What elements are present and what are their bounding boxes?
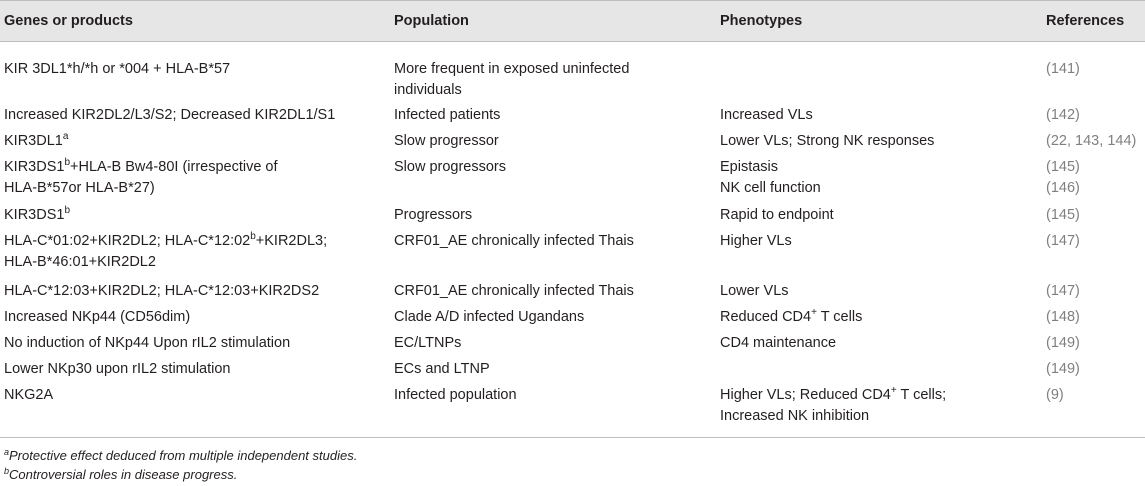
footnote-mark: b	[250, 231, 256, 242]
table-row-phenotypes: Rapid to endpoint	[720, 207, 834, 223]
table-row-population: EC/LTNPs	[394, 335, 462, 351]
reference-link[interactable]: 144	[1107, 133, 1132, 149]
table-row-phenotypes: Higher VLs	[720, 233, 792, 249]
reference-link[interactable]: 142	[1050, 107, 1076, 123]
reference-link[interactable]: 148	[1050, 309, 1076, 325]
table-row-population: Infected population	[394, 387, 517, 403]
table-row-population: Slow progressor	[394, 133, 499, 149]
table-row-phenotypes: Reduced CD4+ T cells	[720, 307, 863, 325]
header-population: Population	[394, 13, 469, 29]
footnote-mark: b	[64, 205, 71, 216]
table-row-references: (9)	[1046, 387, 1064, 403]
table-row-phenotypes: Increased VLs	[720, 107, 813, 123]
table-row-references: (22, 143, 144)	[1046, 133, 1137, 149]
reference-link[interactable]: 143	[1075, 133, 1100, 149]
table-row-references: (147)	[1046, 283, 1080, 299]
table-row-population: CRF01_AE chronically infected Thais	[394, 283, 634, 299]
reference-link[interactable]: 9	[1050, 387, 1059, 403]
table-row-phenotypes: Epistasis NK cell function	[720, 159, 821, 196]
table-row-phenotypes: Lower VLs; Strong NK responses	[720, 133, 935, 149]
reference-link[interactable]: 149	[1050, 335, 1076, 351]
reference-link[interactable]: 147	[1050, 233, 1076, 249]
table-row-references: (147)	[1046, 233, 1080, 249]
table-row-references: (149)	[1046, 335, 1080, 351]
table-row-genes: HLA-C*01:02+KIR2DL2; HLA-$C*12:02^b+KIR2DL3$; HLA-B*46:01+KIR2DL2	[4, 231, 328, 270]
reference-link[interactable]: 147	[1050, 283, 1076, 299]
table-row-references: (145)	[1046, 207, 1080, 223]
reference-link[interactable]: 145	[1050, 207, 1076, 223]
table-row-references: (145) (146)	[1046, 159, 1080, 196]
table-row-population: Progressors	[394, 207, 473, 223]
reference-link[interactable]: 145	[1050, 159, 1076, 175]
footnote-b: $^b$Controversial roles in disease progress.	[4, 466, 238, 482]
table-row-population: Infected patients	[394, 107, 501, 123]
table-header-row	[0, 0, 1145, 42]
reference-link[interactable]: 141	[1050, 61, 1076, 77]
footnote-a: $^a$Protective effect deduced from multiple independent studies.	[4, 447, 358, 463]
table-row-genes: NKG2A	[4, 387, 54, 403]
table-row-genes: $KIR3DS1^b+HLA-B$ Bw4-80I (irrespective of HLA-B*57or HLA-B*27)	[4, 157, 278, 196]
table-row-population: Slow progressors	[394, 159, 507, 175]
header-genes: Genes or products	[4, 13, 133, 29]
table-row-genes: Increased KIR2DL2/L3/S2; Decreased KIR2DL1/S1	[4, 107, 336, 123]
table-row-population: Clade A/D infected Ugandans	[394, 309, 585, 325]
header-phenotypes: Phenotypes	[720, 13, 803, 29]
table-row-population: CRF01_AE chronically infected Thais	[394, 233, 634, 249]
table-row-references: (149)	[1046, 361, 1080, 377]
reference-link[interactable]: 146	[1050, 180, 1076, 196]
table-row-references: (148)	[1046, 309, 1080, 325]
table-bottom-rule	[0, 437, 1145, 438]
footnote-mark: b	[64, 157, 71, 168]
table-row-genes: HLA-C*12:03+KIR2DL2; HLA-C*12:03+KIR2DS2	[4, 283, 320, 299]
header-references: References	[1046, 13, 1125, 29]
table-row-genes: No induction of NKp44 Upon rIL2 stimulation	[4, 335, 291, 351]
reference-link[interactable]: 149	[1050, 361, 1076, 377]
table-row-genes: KIR 3DL1*h/*h or *004 + HLA-B*57	[4, 61, 231, 77]
table-row-population: More frequent in exposed uninfected individuals	[394, 61, 630, 98]
table-row-population: ECs and LTNP	[394, 361, 490, 377]
table-row-genes: Increased NKp44 (CD56dim)	[4, 309, 191, 325]
table-row-phenotypes: Lower VLs	[720, 283, 789, 299]
table-row-phenotypes: CD4 maintenance	[720, 335, 837, 351]
table-row-phenotypes: Higher VLs; Reduced CD4+ T cells; Increased NK inhibition	[720, 385, 947, 424]
table-row-genes: Lower NKp30 upon rIL2 stimulation	[4, 361, 231, 377]
footnote-mark: a	[62, 131, 69, 142]
table-row-genes: KIR3DS1$^b$	[4, 205, 71, 223]
table-row-genes: KIR3DL1$^a$	[4, 131, 69, 149]
reference-link[interactable]: 22	[1050, 133, 1067, 149]
table-row-references: (142)	[1046, 107, 1080, 123]
table-row-references: (141)	[1046, 61, 1080, 77]
